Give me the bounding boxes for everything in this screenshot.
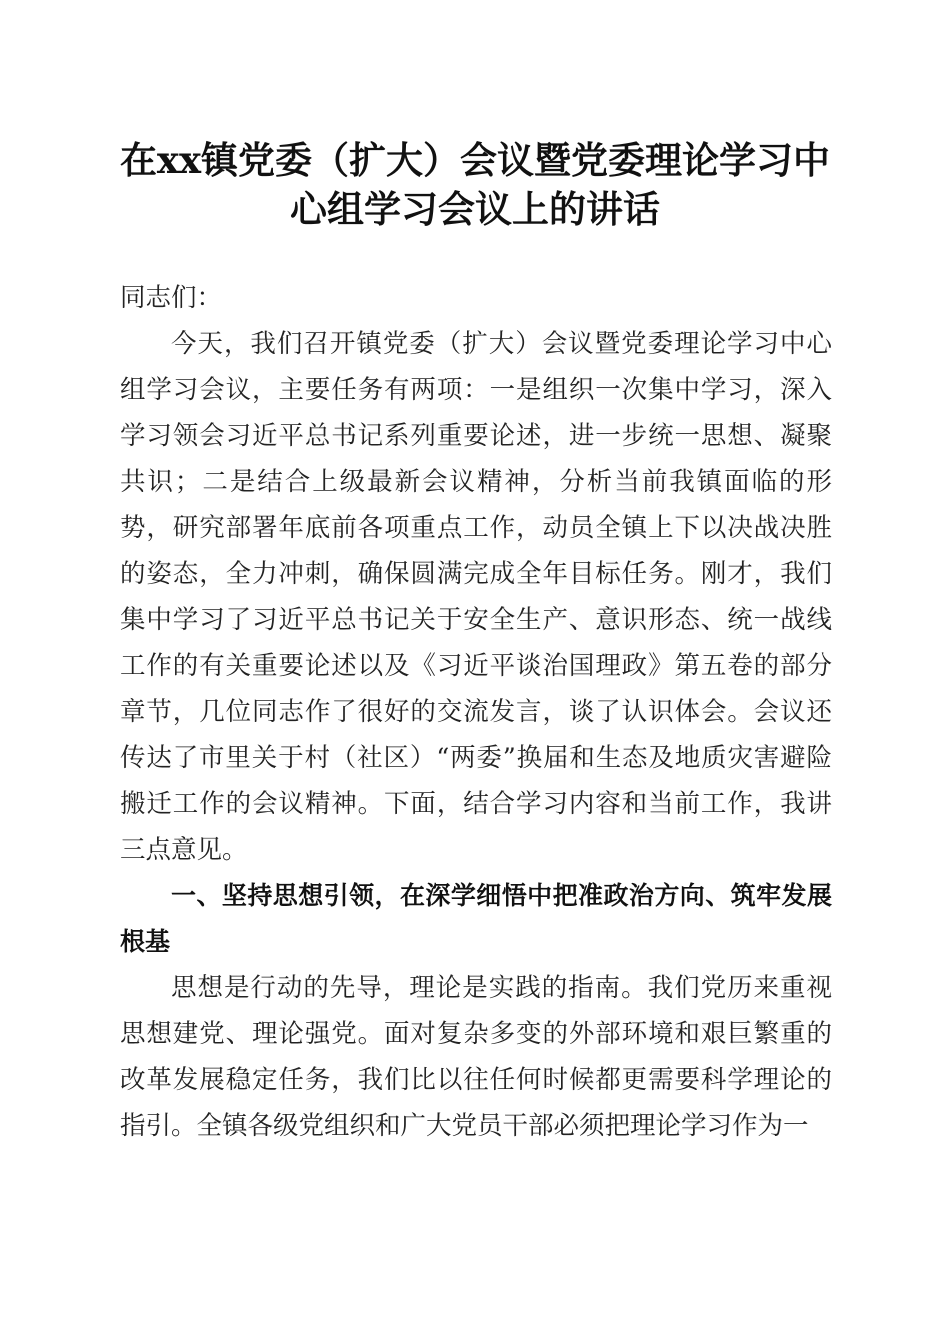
title-line-2: 心组学习会议上的讲话 <box>290 187 660 231</box>
document-body <box>120 275 832 1149</box>
paragraph-intro: 今天，我们召开镇党委（扩大）会议暨党委理论学习中心组学习会议，主要任务有两项：一是组织一次集中学习，深入学习领会习近平总书记系列重要论述，进一步统一思想、凝聚共识；二是结合上级最新会议精神，分析当前我镇面临的形势，研究部署年底前各项重点工作，动员全镇上下以决战决胜的姿态，全力冲刺，确保圆满完成全年目标任务。刚才，我们集中学习了习近平总书记关于安全生产、意识形态、统一战线工作的有关重要论述以及《习近平谈治国理政》第五卷的部分章节，几位同志作了很好的交流发言，谈了认识体会。会议还传达了市里关于村（社区）“两委”换届和生态及地质灾害避险搬迁工作的会议精神。下面，结合学习内容和当前工作，我讲三点意见。 <box>120 329 832 865</box>
salutation: 同志们： <box>120 283 223 313</box>
document-title <box>100 136 850 234</box>
section-heading-1: 一、坚持思想引领，在深学细悟中把准政治方向、筑牢发展根基 <box>120 881 832 956</box>
paragraph-section-1: 思想是行动的先导，理论是实践的指南。我们党历来重视思想建党、理论强党。面对复杂多变的外部环境和艰巨繁重的改革发展稳定任务，我们比以往任何时候都更需要科学理论的指引。全镇各级党组织和广大党员干部必须把理论学习作为一 <box>120 973 832 1141</box>
title-line-1: 在xx镇党委（扩大）会议暨党委理论学习中 <box>119 138 831 182</box>
